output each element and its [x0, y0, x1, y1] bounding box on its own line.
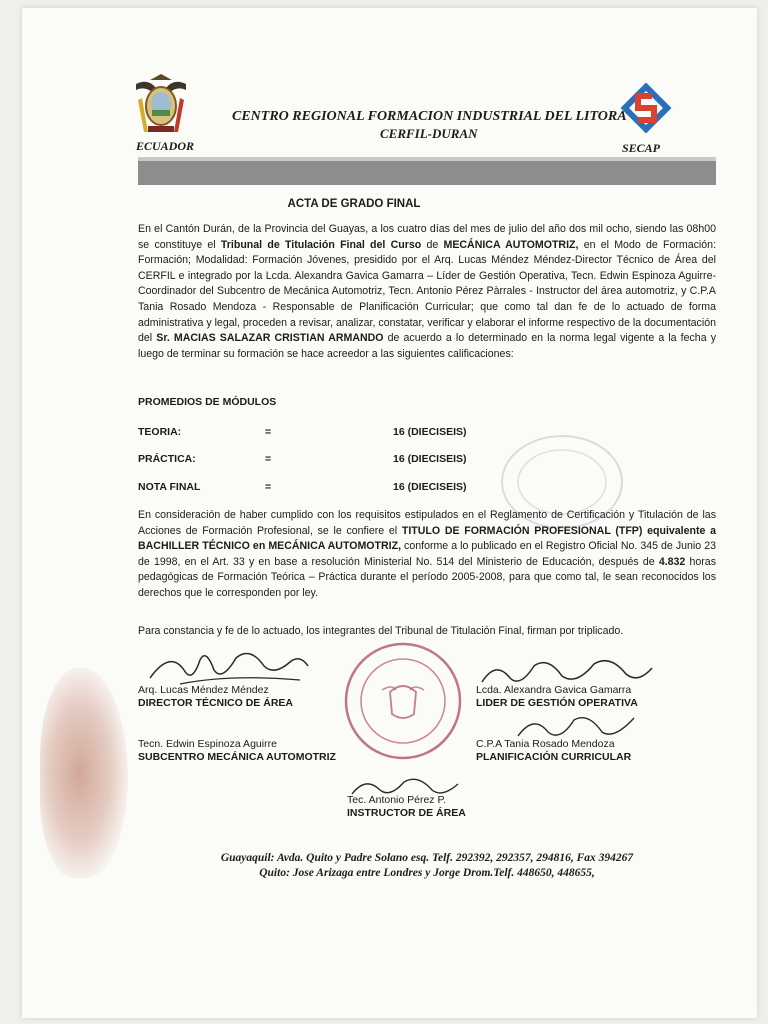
grade-value: 16 (DIECISEIS): [393, 481, 467, 493]
intro-paragraph: En el Cantón Durán, de la Provincia del Guayas, a los cuatro días del mes de julio del año dos mil ocho, siendo las 08h00 se constituye el Tribunal de Titulación Final del Curso de MECÁNICA AUTOMOTRIZ, en el Modo de Formación: Formación; Modalidad: Formación Jóvenes, presidido por el Arq. Lucas Méndez Méndez-Director Técnico de Área del CERFIL e integrado por la Lcda. Alexandra Gavica Gamarra – Líder de Gestión Operativa, Tecn. Edwin Espinoza Aguirre- Coordinador del Subcentro de Mecánica Automotriz, Tecn. Antonio Pérez Pàrrales - Instructor del área automotriz, y C.P.A Tania Rosado Mendoza - Responsable de Planificación Curricular; que como tal dan fe de lo actuado de forma administrativa y legal, proceden a revisar, analizar, constatar, verificar y elaborar el informe respectivo de la documentación del Sr. MACIAS SALAZAR CRISTIAN ARMANDO de acuerdo a lo determinado en la norma legal vigente a la fecha y luego de terminar su formación se hace acreedor a las siguientes calificaciones:: [138, 223, 717, 360]
grade-row-practice: [138, 453, 638, 467]
director-role: DIRECTOR TÉCNICO DE ÁREA: [138, 697, 293, 709]
closing-paragraph: Para constancia y fe de lo actuado, los integrantes del Tribunal de Titulación Final, firman por triplicado.: [138, 625, 624, 637]
grade-value: 16 (DIECISEIS): [393, 426, 467, 438]
campus-name: CERFIL-DURAN: [380, 126, 478, 141]
instructor-role: INSTRUCTOR DE ÁREA: [347, 807, 466, 819]
grade-value: 16 (DIECISEIS): [393, 453, 467, 465]
grade-label: PRÁCTICA:: [138, 453, 196, 465]
country-label: ECUADOR: [136, 139, 195, 153]
secap-logo-icon: [616, 78, 676, 138]
curricular-planning-name: C.P.A Tania Rosado Mendoza: [476, 738, 615, 750]
director-name: Arq. Lucas Méndez Méndez: [138, 684, 269, 696]
grade-equals: =: [265, 453, 272, 465]
official-seal: [342, 640, 464, 762]
operations-leader-name: Lcda. Alexandra Gavica Gamarra: [476, 684, 632, 696]
secap-label: SECAP: [622, 141, 661, 155]
instructor-name: Tec. Antonio Pérez P.: [347, 794, 447, 806]
footer-guayaquil: Guayaquil: Avda. Quito y Padre Solano esq. Telf. 292392, 292357, 294816, Fax 394267: [220, 852, 634, 864]
subcenter-coordinator-role: SUBCENTRO MECÁNICA AUTOMOTRIZ: [138, 751, 336, 763]
institution-name: CENTRO REGIONAL FORMACION INDUSTRIAL DEL LITORA: [232, 109, 627, 124]
curricular-planning-role: PLANIFICACIÓN CURRICULAR: [476, 751, 632, 763]
header-bar: [138, 157, 716, 185]
grade-row-theory: [138, 426, 638, 440]
grade-label: NOTA FINAL: [138, 481, 201, 493]
grade-equals: =: [265, 481, 272, 493]
grade-label: TEORIA:: [138, 426, 182, 438]
footer-quito: Quito: Jose Arizaga entre Londres y Jorge Drom.Telf. 448650, 448655,: [259, 867, 595, 879]
signature-director: [140, 640, 320, 690]
subcenter-coordinator-name: Tecn. Edwin Espinoza Aguirre: [138, 738, 277, 750]
document-title: ACTA DE GRADO FINAL: [287, 198, 421, 210]
grade-row-final: [138, 481, 638, 495]
consideration-paragraph: En consideración de haber cumplido con los requisitos estipulados en el Reglamento de Certificación y Titulación de las Acciones de Formación Profesional, se le confiere el TITULO DE FORMACIÓN PROFESIONAL (TFP) equivalente a BACHILLER TÉCNICO en MECÁNICA AUTOMOTRIZ, conforme a lo publicado en el Registro Oficial No. 345 de Junio 23 de 1998, en el Art. 33 y en base a resolución Ministerial No. 514 del Ministerio de Educación, después de 4.832 horas pedagógicas de Formación Teórica – Práctica durante el período 2005-2008, para que como tal, le sean reconocidos los derechos que le corresponden por ley.: [138, 509, 717, 599]
grade-equals: =: [265, 426, 272, 438]
header-bar-highlight: [138, 157, 716, 161]
ecuador-coat-of-arms-icon: [130, 70, 192, 138]
operations-leader-role: LIDER DE GESTIÓN OPERATIVA: [476, 697, 638, 709]
modules-heading: PROMEDIOS DE MÓDULOS: [138, 396, 277, 408]
